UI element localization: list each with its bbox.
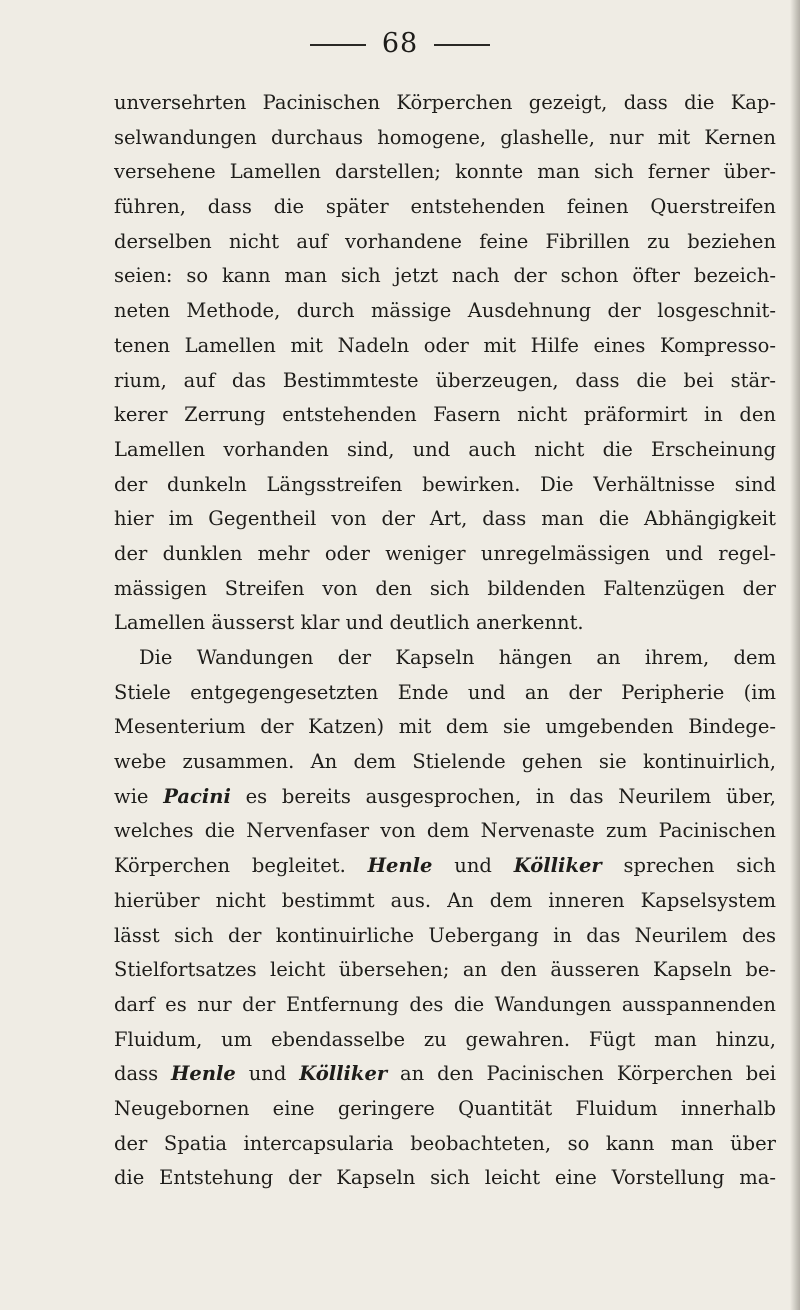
text-line: Stielfortsatzes leicht übersehen; an den äusseren Kapseln be- <box>114 958 776 982</box>
page-header <box>0 24 800 64</box>
page-number: 68 <box>381 28 419 59</box>
text-line-with-names <box>114 849 776 884</box>
text-line: selwandungen durchaus homogene, glashelle, nur mit Kernen <box>114 125 776 149</box>
text-line: hier im Gegentheil von der Art, dass man die Abhängigkeit <box>114 507 776 531</box>
text-line: mässigen Streifen von den sich bildenden Faltenzügen der <box>114 576 776 600</box>
text-run: wie <box>114 784 164 808</box>
author-name-pacini: Pacini <box>163 784 231 808</box>
text-line: der Spatia intercapsularia beobachteten, so kann man über <box>114 1131 776 1155</box>
text-line: rium, auf das Bestimmteste überzeugen, dass die bei stär- <box>114 368 776 392</box>
text-line-with-names <box>114 1057 776 1092</box>
text-line: der dunklen mehr oder weniger unregelmässigen und regel- <box>114 541 776 565</box>
text-line: Lamellen vorhanden sind, und auch nicht die Erscheinung <box>114 437 776 461</box>
text-line: versehene Lamellen darstellen; konnte man sich ferner über- <box>114 160 776 184</box>
text-run: sprechen sich <box>601 854 776 878</box>
text-run: Körperchen begleitet. <box>114 854 368 878</box>
text-line: unversehrten Pacinischen Körperchen gezeigt, dass die Kap- <box>114 91 776 114</box>
text-line: Mesenterium der Katzen) mit dem sie umgebenden Bindege- <box>114 715 776 739</box>
text-line: kerer Zerrung entstehenden Fasern nicht präformirt in den <box>114 403 776 427</box>
text-run: es bereits ausgesprochen, in das Neurilem über, <box>230 784 776 808</box>
author-name-henle: Henle <box>171 1062 236 1086</box>
text-line: webe zusammen. An dem Stielende gehen sie kontinuirlich, <box>114 750 776 774</box>
text-run: an den Pacinischen Körperchen bei <box>387 1062 776 1086</box>
text-line: neten Methode, durch mässige Ausdehnung der losgeschnit- <box>114 299 776 323</box>
text-line: darf es nur der Entfernung des die Wandungen ausspannenden <box>114 992 776 1016</box>
text-line-with-name <box>114 780 776 815</box>
author-name-koelliker: Kölliker <box>513 854 602 878</box>
body-text <box>114 86 776 1196</box>
text-line: welches die Nervenfaser von dem Nervenaste zum Pacinischen <box>114 819 776 843</box>
text-line: tenen Lamellen mit Nadeln oder mit Hilfe eines Kompresso- <box>114 333 776 357</box>
author-name-henle: Henle <box>367 854 433 878</box>
text-run: und <box>235 1062 300 1086</box>
page-edge-shadow <box>790 0 800 1310</box>
header-dash-right <box>434 44 490 46</box>
text-line: derselben nicht auf vorhandene feine Fibrillen zu beziehen <box>114 229 776 253</box>
text-run: dass <box>114 1062 171 1086</box>
text-run: und <box>432 854 514 878</box>
text-line: führen, dass die später entstehenden feinen Querstreifen <box>114 195 776 219</box>
header-dash-left <box>310 44 366 46</box>
text-line: lässt sich der kontinuirliche Uebergang in das Neurilem des <box>114 923 776 947</box>
text-line: hierüber nicht bestimmt aus. An dem inneren Kapselsystem <box>114 888 776 912</box>
text-line: Fluidum, um ebendasselbe zu gewahren. Fügt man hinzu, <box>114 1027 776 1051</box>
paragraph-start-line: Die Wandungen der Kapseln hängen an ihrem, dem <box>139 646 776 669</box>
text-line: die Entstehung der Kapseln sich leicht eine Vorstellung ma- <box>114 1166 776 1190</box>
author-name-koelliker: Kölliker <box>299 1062 388 1086</box>
text-line: seien: so kann man sich jetzt nach der schon öfter bezeich- <box>114 264 776 288</box>
text-line: der dunkeln Längsstreifen bewirken. Die Verhältnisse sind <box>114 472 776 496</box>
text-line: Neugebornen eine geringere Quantität Fluidum innerhalb <box>114 1096 776 1120</box>
text-line: Stiele entgegengesetzten Ende und an der Peripherie (im <box>114 680 776 704</box>
paragraph-end-line: Lamellen äusserst klar und deutlich anerkennt. <box>114 611 584 635</box>
